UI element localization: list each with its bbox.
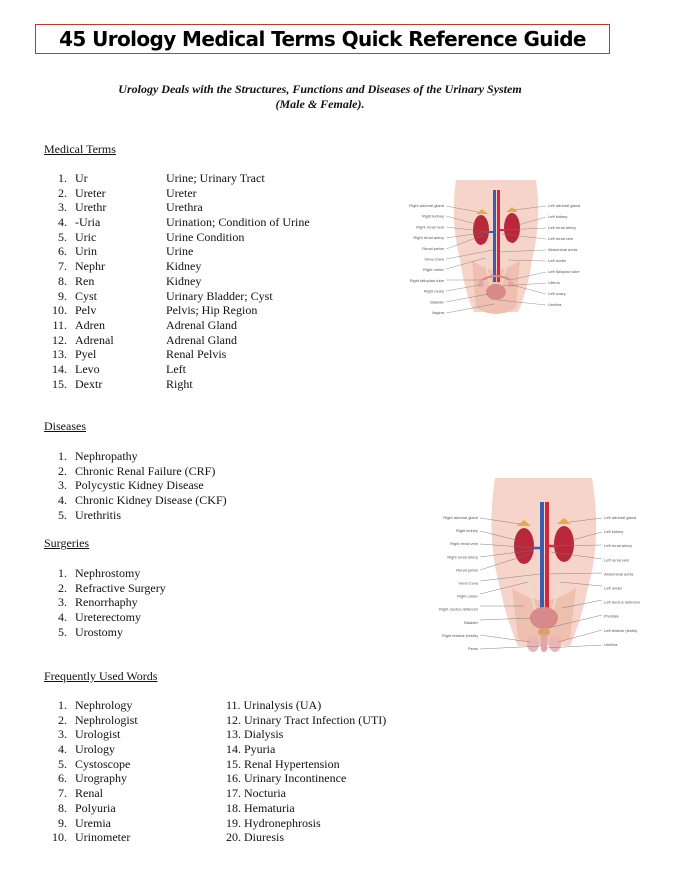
surgeries-heading: Surgeries [44,536,90,550]
term-number: 8. [58,273,67,288]
word-item [47,727,138,742]
word-item [47,742,138,757]
term-root: Ur [75,171,88,185]
list-number: 3. [58,478,67,493]
term-row [47,186,310,201]
term-row [47,347,310,362]
term-definition: Urination; Condition of Urine [166,215,310,230]
list-number: 1. [58,566,67,580]
male-urinary-illustration [420,478,670,668]
diagram-label: Left ovary [548,291,566,296]
list-number: 5. [58,624,67,639]
diagram-label: Right adrenal gland [409,203,444,208]
diagram-label: Abdominal aorta [604,571,634,577]
diagram-label: Left kidney [548,214,568,219]
list-text: Renal [75,786,103,801]
term-root: Adrenal [75,332,114,347]
term-root: Adren [75,317,105,332]
list-text: Polyuria [75,800,116,815]
disease-item [47,449,227,464]
term-row [47,333,310,348]
medical-terms-heading: Medical Terms [44,142,116,156]
term-row [47,289,310,304]
list-number: 1. [58,449,67,463]
list-text: Chronic Kidney Disease (CKF) [75,493,227,508]
term-row [47,230,310,245]
diagram-label: Vena Cava [458,580,478,586]
diseases-heading: Diseases [44,419,86,433]
term-root: Urin [75,244,97,259]
disease-item [47,508,227,523]
word-item [226,786,386,801]
diagram-label: Left renal vein [604,557,630,563]
list-number: 1. [58,698,67,712]
word-item [47,830,138,845]
term-definition: Urine Condition [166,229,245,244]
page-title: 45 Urology Medical Terms Quick Reference Guide [59,27,586,51]
list-text: Urethritis [75,507,121,522]
list-text: Nephrostomy [75,566,141,580]
subtitle [80,82,560,112]
word-item [226,742,386,757]
diagram-label: Left renal vein [548,236,574,241]
term-number: 13. [52,347,67,362]
frequent-words-column-1 [47,698,138,845]
disease-item [47,478,227,493]
term-definition: Urinary Bladder; Cyst [166,288,273,303]
list-text: Nephrologist [75,712,138,727]
diagram-label: Left ureter [604,585,623,591]
list-text: 11. Urinalysis (UA) [226,698,322,712]
term-row [47,274,310,289]
term-number: 14. [52,361,67,376]
list-text: 16. Urinary Incontinence [226,771,347,786]
diagram-label: Right ductus deferens [439,606,478,612]
list-text: Polycystic Kidney Disease [75,478,204,493]
list-number: 5. [58,756,67,771]
frequent-words-column-2 [226,698,386,845]
list-text: 18. Hematuria [226,800,295,815]
term-definition: Renal Pelvis [166,347,227,362]
surgery-item [47,581,166,596]
diagram-label: Right kidney [455,528,478,534]
title-box [35,24,610,54]
term-number: 7. [58,259,67,274]
word-item [226,816,386,831]
term-number: 11. [52,317,67,332]
surgery-item [47,610,166,625]
disease-item [47,464,227,479]
list-text: Uremia [75,815,111,830]
list-text: Renorrhaphy [75,595,138,610]
diagram-label: Left adrenal gland [548,203,581,208]
list-text: Chronic Renal Failure (CRF) [75,463,216,478]
term-definition: Adrenal Gland [166,317,237,332]
diagram-label: Right renal artery [413,235,444,241]
female-urinary-illustration [398,180,594,328]
subtitle-line-1: Urology Deals with the Structures, Functions and Diseases of the Urinary System [118,82,522,96]
term-root: Pyel [75,347,97,362]
list-number: 4. [58,610,67,625]
diagram-label: Prostate [604,613,619,619]
term-root: Ureter [75,185,106,200]
medical-terms-list [47,171,310,391]
word-item [47,801,138,816]
diagram-label: Right renal vein [450,541,478,547]
term-definition: Ureter [166,185,197,200]
word-item [47,713,138,728]
term-row [47,377,310,392]
word-item [226,801,386,816]
list-text: 12. Urinary Tract Infection (UTI) [226,712,387,727]
diagram-label: Right ureter [457,593,478,599]
diagram-label: Uterus [548,280,560,285]
diagram-label: Renal pelvis [456,567,478,573]
diagram-label: Right renal vein [416,224,444,230]
diagram-label: Right kidney [421,213,444,219]
term-number: 10. [52,303,67,318]
diagram-label: Left renal artery [604,543,633,549]
female-urinary-diagram [398,180,594,328]
list-number: 5. [58,507,67,522]
list-text: Ureterectomy [75,610,141,625]
diagram-label: Left renal artery [548,225,577,230]
diagram-label: Left fallopian tube [548,269,580,274]
word-item [47,816,138,831]
word-item [226,771,386,786]
list-text: Refractive Surgery [75,580,166,595]
list-number: 2. [58,712,67,727]
list-text: Nephrology [75,698,133,712]
list-text: Urography [75,771,127,786]
term-definition: Adrenal Gland [166,332,237,347]
word-item [47,771,138,786]
term-row [47,215,310,230]
list-number: 3. [58,727,67,742]
term-number: 4. [58,215,67,230]
list-text: Urologist [75,727,121,742]
term-root: Urethr [75,200,107,215]
term-root: Nephr [75,259,105,274]
diagram-label: Urethra [548,302,562,307]
list-text: 15. Renal Hypertension [226,756,340,771]
word-item [226,727,386,742]
term-definition: Urethra [166,200,203,215]
diagram-label: Left adrenal gland [604,515,637,520]
term-row [47,200,310,215]
list-text: Nephropathy [75,449,138,463]
diagram-label: Right fallopian tube [409,277,444,283]
list-number: 10. [52,830,67,845]
term-number: 3. [58,200,67,215]
term-row [47,362,310,377]
term-number: 2. [58,185,67,200]
diagram-label: Abdominal aorta [548,247,578,252]
term-root: Cyst [75,288,98,303]
term-definition: Pelvis; Hip Region [166,303,258,318]
term-row [47,171,310,186]
word-item [226,713,386,728]
diagram-label: Penis [467,646,478,651]
list-text: 20. Diuresis [226,830,284,845]
term-row [47,303,310,318]
diagram-label: Urethra [604,641,618,647]
diagram-label: Bladder [430,299,444,305]
term-definition: Urine [166,244,194,259]
term-number: 1. [58,171,67,185]
list-number: 9. [58,815,67,830]
term-root: Ren [75,273,95,288]
word-item [47,698,138,713]
surgery-item [47,566,166,581]
list-text: 13. Dialysis [226,727,284,742]
diagram-label: Right renal artery [447,554,478,560]
term-number: 6. [58,244,67,259]
word-item [47,757,138,772]
term-root: Pelv [75,303,97,318]
term-row [47,244,310,259]
list-number: 2. [58,463,67,478]
list-number: 3. [58,595,67,610]
term-row [47,259,310,274]
list-number: 4. [58,493,67,508]
word-item [47,786,138,801]
diagram-label: Bladder [464,619,478,625]
surgeries-list [47,566,166,639]
word-item [226,698,386,713]
term-number: 12. [52,332,67,347]
list-text: 19. Hydronephrosis [226,815,321,830]
male-urinary-diagram [420,478,670,668]
diagram-label: Right testicle (testis) [441,632,478,638]
diagram-label: Vena Cava [424,256,444,262]
diagram-label: Right ovary [423,288,444,294]
diagram-label: Renal pelvis [422,245,444,251]
list-number: 4. [58,742,67,757]
term-definition: Urine; Urinary Tract [166,171,265,185]
term-root: Uric [75,229,97,244]
term-definition: Right [166,376,193,391]
list-text: Urology [75,742,115,757]
term-row [47,318,310,333]
subtitle-line-2: (Male & Female). [275,97,365,111]
word-item [226,830,386,845]
list-text: Urostomy [75,624,123,639]
diagram-label: Right adrenal gland [443,515,478,520]
disease-item [47,493,227,508]
list-text: Urinometer [75,830,131,845]
diagram-label: Left ureter [548,258,567,263]
list-number: 7. [58,786,67,801]
diagram-label: Left testicle (testis) [604,627,638,633]
term-number: 9. [58,288,67,303]
diagram-label: Left kidney [604,529,624,535]
term-number: 5. [58,229,67,244]
frequent-words-heading: Frequently Used Words [44,669,158,683]
list-number: 2. [58,580,67,595]
diagram-label: Left ductus deferens [604,599,641,605]
term-definition: Kidney [166,259,202,274]
list-number: 6. [58,771,67,786]
term-root: Dextr [75,376,103,391]
list-text: 17. Nocturia [226,786,286,801]
surgery-item [47,595,166,610]
list-text: 14. Pyuria [226,742,276,757]
word-item [226,757,386,772]
diagram-label: Vagina [431,310,444,315]
term-root: -Uria [75,215,101,230]
term-root: Levo [75,361,100,376]
diagram-label: Right ureter [423,267,444,273]
term-number: 15. [52,376,67,391]
list-text: Cystoscope [75,756,131,771]
surgery-item [47,625,166,640]
diseases-list [47,449,227,522]
term-definition: Left [166,361,186,376]
term-definition: Kidney [166,273,202,288]
list-number: 8. [58,800,67,815]
